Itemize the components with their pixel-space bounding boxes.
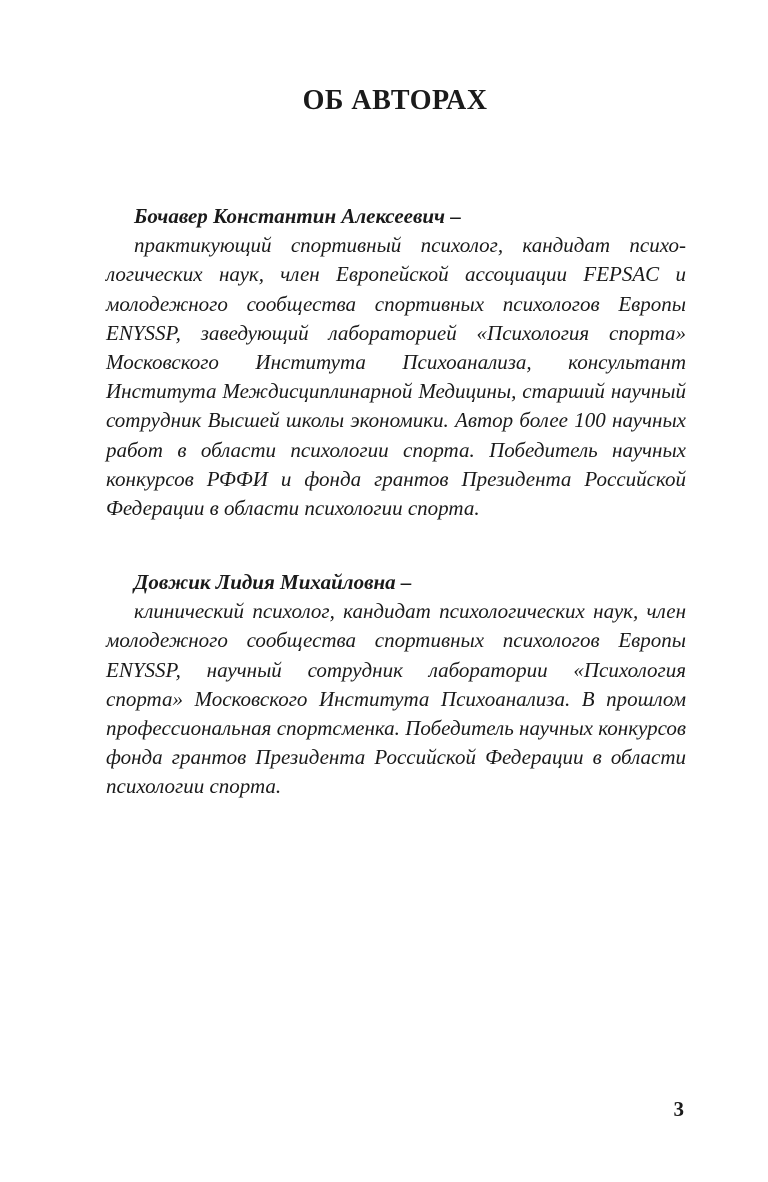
author-entry-bochaver xyxy=(106,202,686,523)
page-number: 3 xyxy=(673,1097,684,1121)
author-name: Бочавер Константин Алексеевич – xyxy=(134,204,461,228)
author-bio: клинический психолог, кандидат психологических наук, член молодежного сообщества спортивных психологов Европы ENYSSP, научный сотрудник лаборатории «Психология спорта» Московского Института Психоанализа. В прошлом профессиональная спортсменка. Победитель научных конкурсов фонда грантов Президента Российской Федерации в области психологии спорта. xyxy=(106,599,686,799)
author-entry-dovzhik xyxy=(106,568,686,802)
author-bio: практикующий спортивный психолог, кандидат психологических наук, член Европейской ассоциации FEPSAC и молодежного сообщества спортивных психологов Европы ENYSSP, заведующий лабораторией «Психология спорта» Московского Института Психоанализа, консультант Института Междисциплинарной Медицины, старший научный сотрудник Высшей школы экономики. Автор более 100 научных работ в области психологии спорта. Победитель научных конкурсов РФФИ и фонда грантов Президента Российской Федерации в области психологии спорта. xyxy=(106,233,686,521)
page-title: ОБ АВТОРАХ xyxy=(302,85,488,116)
author-name: Довжик Лидия Михайловна – xyxy=(134,570,412,594)
